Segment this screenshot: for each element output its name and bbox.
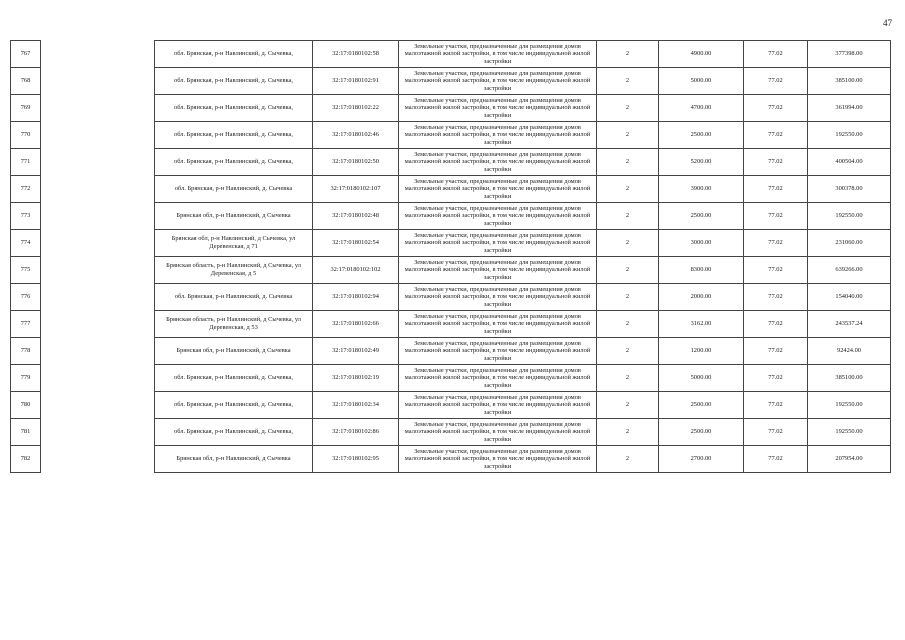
address-cell: обл. Брянская, р-н Навлинский, д. Сычевка, [155, 419, 313, 446]
table-row [11, 392, 891, 419]
spacer-cell [41, 419, 155, 446]
area-cell: 4900.00 [659, 41, 744, 68]
row-number-cell: 767 [11, 41, 41, 68]
land-purpose-cell: Земельные участки, предназначенные для размещения домов малоэтажной жилой застройки, в том числе индивидуальной жилой застройки [399, 95, 597, 122]
land-purpose-cell: Земельные участки, предназначенные для размещения домов малоэтажной жилой застройки, в том числе индивидуальной жилой застройки [399, 446, 597, 473]
group-cell: 2 [597, 95, 659, 122]
cadastral-number-cell: 32:17:0180102:34 [313, 392, 399, 419]
row-number-cell: 781 [11, 419, 41, 446]
land-purpose-cell: Земельные участки, предназначенные для размещения домов малоэтажной жилой застройки, в том числе индивидуальной жилой застройки [399, 284, 597, 311]
rate-cell: 77.02 [744, 95, 808, 122]
land-purpose-cell: Земельные участки, предназначенные для размещения домов малоэтажной жилой застройки, в том числе индивидуальной жилой застройки [399, 365, 597, 392]
address-cell: обл. Брянская, р-н Навлинский, д. Сычевка, [155, 365, 313, 392]
cadastral-number-cell: 32:17:0180102:66 [313, 311, 399, 338]
table-row [11, 41, 891, 68]
cadastral-value-cell: 400504.00 [808, 149, 891, 176]
rate-cell: 77.02 [744, 311, 808, 338]
address-cell: обл. Брянская, р-н Навлинский, д. Сычевка [155, 176, 313, 203]
address-cell: Брянская обл, р-н Навлинский, д Сычевка [155, 446, 313, 473]
area-cell: 3900.00 [659, 176, 744, 203]
area-cell: 4700.00 [659, 95, 744, 122]
cadastral-number-cell: 32:17:0180102:86 [313, 419, 399, 446]
row-number-cell: 772 [11, 176, 41, 203]
cadastral-value-cell: 361994.00 [808, 95, 891, 122]
group-cell: 2 [597, 365, 659, 392]
address-cell: Брянская обл, р-н Навлинский, д Сычевка [155, 203, 313, 230]
area-cell: 5200.00 [659, 149, 744, 176]
area-cell: 2700.00 [659, 446, 744, 473]
table-row [11, 365, 891, 392]
rate-cell: 77.02 [744, 365, 808, 392]
cadastral-number-cell: 32:17:0180102:49 [313, 338, 399, 365]
table-row [11, 419, 891, 446]
rate-cell: 77.02 [744, 230, 808, 257]
cadastral-number-cell: 32:17:0180102:50 [313, 149, 399, 176]
cadastral-number-cell: 32:17:0180102:22 [313, 95, 399, 122]
land-registry-table [10, 40, 891, 473]
cadastral-number-cell: 32:17:0180102:54 [313, 230, 399, 257]
row-number-cell: 777 [11, 311, 41, 338]
address-cell: Брянская обл, р-н Навлинский, д Сычевка, ул Деревенская, д 71 [155, 230, 313, 257]
area-cell: 5000.00 [659, 68, 744, 95]
table-body [11, 41, 891, 473]
rate-cell: 77.02 [744, 419, 808, 446]
land-purpose-cell: Земельные участки, предназначенные для размещения домов малоэтажной жилой застройки, в том числе индивидуальной жилой застройки [399, 230, 597, 257]
table-row [11, 176, 891, 203]
row-number-cell: 768 [11, 68, 41, 95]
row-number-cell: 780 [11, 392, 41, 419]
land-purpose-cell: Земельные участки, предназначенные для размещения домов малоэтажной жилой застройки, в том числе индивидуальной жилой застройки [399, 176, 597, 203]
address-cell: Брянская обл, р-н Навлинский, д Сычевка [155, 338, 313, 365]
row-number-cell: 779 [11, 365, 41, 392]
address-cell: обл. Брянская, р-н Навлинский, д. Сычевка [155, 284, 313, 311]
address-cell: Брянская область, р-н Навлинский, д Сычевка, ул Деревенская, д 53 [155, 311, 313, 338]
group-cell: 2 [597, 176, 659, 203]
rate-cell: 77.02 [744, 338, 808, 365]
cadastral-number-cell: 32:17:0180102:91 [313, 68, 399, 95]
cadastral-value-cell: 192550.00 [808, 122, 891, 149]
cadastral-value-cell: 192550.00 [808, 419, 891, 446]
cadastral-value-cell: 92424.00 [808, 338, 891, 365]
spacer-cell [41, 122, 155, 149]
cadastral-number-cell: 32:17:0180102:95 [313, 446, 399, 473]
cadastral-value-cell: 300378.00 [808, 176, 891, 203]
area-cell: 2500.00 [659, 203, 744, 230]
row-number-cell: 775 [11, 257, 41, 284]
row-number-cell: 774 [11, 230, 41, 257]
area-cell: 3162.00 [659, 311, 744, 338]
cadastral-value-cell: 243537.24 [808, 311, 891, 338]
group-cell: 2 [597, 122, 659, 149]
area-cell: 2500.00 [659, 419, 744, 446]
spacer-cell [41, 392, 155, 419]
group-cell: 2 [597, 68, 659, 95]
spacer-cell [41, 149, 155, 176]
land-purpose-cell: Земельные участки, предназначенные для размещения домов малоэтажной жилой застройки, в том числе индивидуальной жилой застройки [399, 68, 597, 95]
cadastral-value-cell: 192550.00 [808, 392, 891, 419]
address-cell: обл. Брянская, р-н Навлинский, д. Сычевка, [155, 122, 313, 149]
cadastral-number-cell: 32:17:0180102:19 [313, 365, 399, 392]
cadastral-number-cell: 32:17:0180102:107 [313, 176, 399, 203]
spacer-cell [41, 446, 155, 473]
group-cell: 2 [597, 257, 659, 284]
row-number-cell: 776 [11, 284, 41, 311]
area-cell: 2500.00 [659, 392, 744, 419]
land-purpose-cell: Земельные участки, предназначенные для размещения домов малоэтажной жилой застройки, в том числе индивидуальной жилой застройки [399, 311, 597, 338]
table-row [11, 284, 891, 311]
rate-cell: 77.02 [744, 68, 808, 95]
group-cell: 2 [597, 284, 659, 311]
cadastral-number-cell: 32:17:0180102:58 [313, 41, 399, 68]
rate-cell: 77.02 [744, 392, 808, 419]
spacer-cell [41, 365, 155, 392]
row-number-cell: 769 [11, 95, 41, 122]
row-number-cell: 782 [11, 446, 41, 473]
rate-cell: 77.02 [744, 203, 808, 230]
area-cell: 2000.00 [659, 284, 744, 311]
group-cell: 2 [597, 149, 659, 176]
land-purpose-cell: Земельные участки, предназначенные для размещения домов малоэтажной жилой застройки, в том числе индивидуальной жилой застройки [399, 338, 597, 365]
area-cell: 5000.00 [659, 365, 744, 392]
group-cell: 2 [597, 203, 659, 230]
row-number-cell: 773 [11, 203, 41, 230]
table-row [11, 446, 891, 473]
spacer-cell [41, 203, 155, 230]
group-cell: 2 [597, 41, 659, 68]
cadastral-value-cell: 154040.00 [808, 284, 891, 311]
land-purpose-cell: Земельные участки, предназначенные для размещения домов малоэтажной жилой застройки, в том числе индивидуальной жилой застройки [399, 149, 597, 176]
rate-cell: 77.02 [744, 257, 808, 284]
table-row [11, 95, 891, 122]
row-number-cell: 771 [11, 149, 41, 176]
rate-cell: 77.02 [744, 122, 808, 149]
row-number-cell: 770 [11, 122, 41, 149]
spacer-cell [41, 230, 155, 257]
land-purpose-cell: Земельные участки, предназначенные для размещения домов малоэтажной жилой застройки, в том числе индивидуальной жилой застройки [399, 419, 597, 446]
spacer-cell [41, 311, 155, 338]
area-cell: 2500.00 [659, 122, 744, 149]
cadastral-value-cell: 385100.00 [808, 68, 891, 95]
row-number-cell: 778 [11, 338, 41, 365]
cadastral-value-cell: 207954.00 [808, 446, 891, 473]
group-cell: 2 [597, 311, 659, 338]
land-purpose-cell: Земельные участки, предназначенные для размещения домов малоэтажной жилой застройки, в том числе индивидуальной жилой застройки [399, 41, 597, 68]
spacer-cell [41, 284, 155, 311]
table-row [11, 203, 891, 230]
table-row [11, 230, 891, 257]
address-cell: обл. Брянская, р-н Навлинский, д. Сычевка, [155, 392, 313, 419]
spacer-cell [41, 68, 155, 95]
rate-cell: 77.02 [744, 446, 808, 473]
cadastral-value-cell: 231060.00 [808, 230, 891, 257]
table-row [11, 311, 891, 338]
address-cell: обл. Брянская, р-н Навлинский, д. Сычевка, [155, 68, 313, 95]
table-row [11, 149, 891, 176]
address-cell: обл. Брянская, р-н Навлинский, д. Сычевка, [155, 95, 313, 122]
group-cell: 2 [597, 338, 659, 365]
land-purpose-cell: Земельные участки, предназначенные для размещения домов малоэтажной жилой застройки, в том числе индивидуальной жилой застройки [399, 257, 597, 284]
address-cell: обл. Брянская, р-н Навлинский, д. Сычевка, [155, 41, 313, 68]
rate-cell: 77.02 [744, 149, 808, 176]
group-cell: 2 [597, 446, 659, 473]
land-purpose-cell: Земельные участки, предназначенные для размещения домов малоэтажной жилой застройки, в том числе индивидуальной жилой застройки [399, 122, 597, 149]
address-cell: Брянская область, р-н Навлинский, д Сычевка, ул Деревенская, д 5 [155, 257, 313, 284]
spacer-cell [41, 338, 155, 365]
land-purpose-cell: Земельные участки, предназначенные для размещения домов малоэтажной жилой застройки, в том числе индивидуальной жилой застройки [399, 392, 597, 419]
area-cell: 3000.00 [659, 230, 744, 257]
spacer-cell [41, 41, 155, 68]
table-row [11, 68, 891, 95]
group-cell: 2 [597, 230, 659, 257]
table-row [11, 122, 891, 149]
spacer-cell [41, 257, 155, 284]
rate-cell: 77.02 [744, 41, 808, 68]
spacer-cell [41, 95, 155, 122]
address-cell: обл. Брянская, р-н Навлинский, д. Сычевка, [155, 149, 313, 176]
cadastral-value-cell: 639266.00 [808, 257, 891, 284]
area-cell: 8300.00 [659, 257, 744, 284]
group-cell: 2 [597, 419, 659, 446]
cadastral-number-cell: 32:17:0180102:102 [313, 257, 399, 284]
cadastral-number-cell: 32:17:0180102:48 [313, 203, 399, 230]
table-row [11, 257, 891, 284]
spacer-cell [41, 176, 155, 203]
cadastral-number-cell: 32:17:0180102:46 [313, 122, 399, 149]
cadastral-number-cell: 32:17:0180102:94 [313, 284, 399, 311]
rate-cell: 77.02 [744, 284, 808, 311]
rate-cell: 77.02 [744, 176, 808, 203]
cadastral-value-cell: 385100.00 [808, 365, 891, 392]
page-number: 47 [883, 18, 892, 28]
group-cell: 2 [597, 392, 659, 419]
table-row [11, 338, 891, 365]
cadastral-value-cell: 377398.00 [808, 41, 891, 68]
land-purpose-cell: Земельные участки, предназначенные для размещения домов малоэтажной жилой застройки, в том числе индивидуальной жилой застройки [399, 203, 597, 230]
cadastral-value-cell: 192550.00 [808, 203, 891, 230]
area-cell: 1200.00 [659, 338, 744, 365]
